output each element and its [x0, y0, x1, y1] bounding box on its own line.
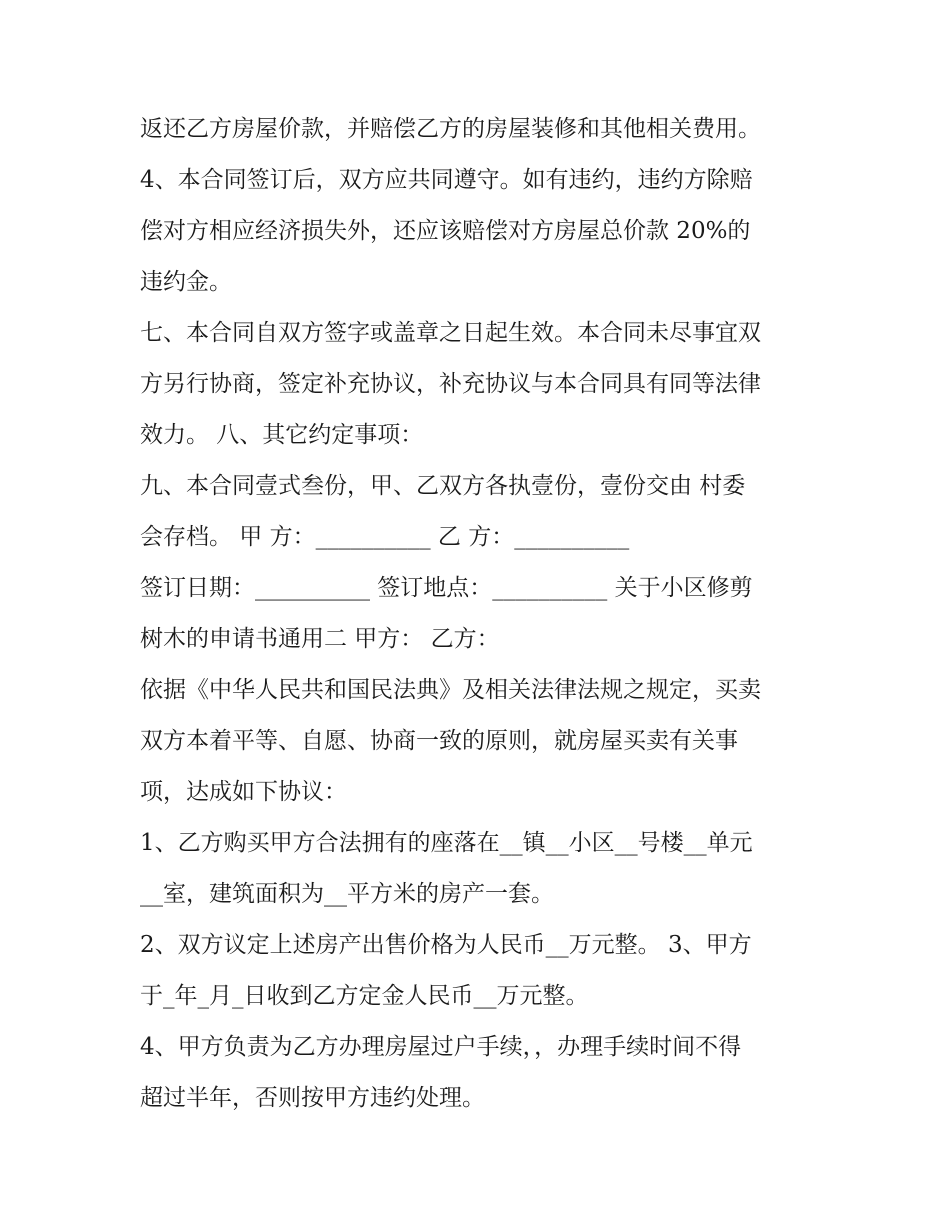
text-line: 于_年_月_日收到乙方定金人民币__万元整。 [140, 983, 589, 1009]
text-line: 偿对方相应经济损失外，还应该赔偿对方房屋总价款 20%的 [140, 218, 751, 244]
text-line: 超过半年，否则按甲方违约处理。 [140, 1085, 485, 1111]
text-line: 签订日期：__________ 签订地点：__________ 关于小区修剪 [140, 575, 753, 601]
text-line: 项，达成如下协议： [140, 779, 347, 805]
text-line: 九、本合同壹式叁份，甲、乙双方各执壹份，壹份交由 村委 [140, 473, 746, 499]
text-line: 违约金。 [140, 269, 232, 295]
text-line: 1、乙方购买甲方合法拥有的座落在__镇__小区__号楼__单元 [140, 830, 753, 856]
text-line: 2、双方议定上述房产出售价格为人民币__万元整。 3、甲方 [140, 932, 752, 958]
text-line: 树木的申请书通用二 甲方： 乙方： [140, 626, 500, 652]
text-line: __室，建筑面积为__平方米的房产一套。 [140, 881, 554, 907]
document-body [140, 104, 830, 1124]
text-line: 会存档。 甲 方：__________ 乙 方：__________ [140, 524, 630, 550]
text-line: 效力。 八、其它约定事项： [140, 422, 424, 448]
text-line: 依据《中华人民共和国民法典》及相关法律法规之规定，买卖 [140, 677, 761, 703]
text-line: 4、甲方负责为乙方办理房屋过户手续，，办理手续时间不得 [140, 1034, 742, 1060]
text-line: 方另行协商，签定补充协议，补充协议与本合同具有同等法律 [140, 371, 761, 397]
text-line: 返还乙方房屋价款，并赔偿乙方的房屋装修和其他相关费用。 [140, 116, 761, 142]
text-line: 4、本合同签订后，双方应共同遵守。如有违约，违约方除赔 [140, 167, 753, 193]
text-line: 双方本着平等、自愿、协商一致的原则，就房屋买卖有关事 [140, 728, 738, 754]
text-line: 七、本合同自双方签字或盖章之日起生效。本合同未尽事宜双 [140, 320, 761, 346]
